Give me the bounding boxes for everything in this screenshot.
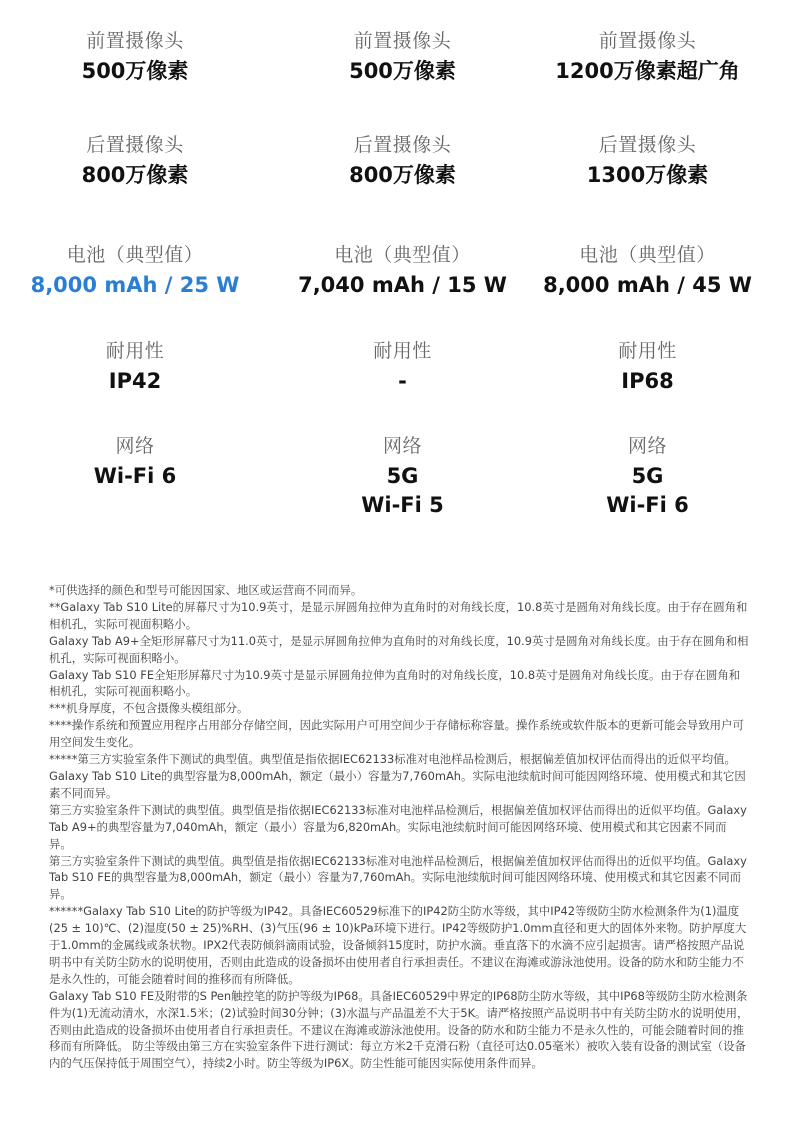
spec-value: 800万像素 bbox=[349, 163, 456, 187]
footnote: 第三方实验室条件下测试的典型值。典型值是指依据IEC62133标准对电池样品检测后，根据偏差值加权评估而得出的近似平均值。Galaxy Tab A9+的典型容量为7,040mAh，额定（最小）容量为6,820mAh。实际电池续航时间可能因网络环境、使用模式和其它因素不同而异。 bbox=[49, 802, 747, 851]
spec-label: 后置摄像头 bbox=[86, 134, 184, 156]
spec-cell bbox=[40, 338, 230, 396]
spec-value: IP42 bbox=[108, 369, 162, 393]
spec-label: 电池（典型值） bbox=[66, 244, 204, 266]
spec-cell bbox=[40, 433, 230, 491]
spec-cell bbox=[25, 242, 245, 300]
footnote: *可供选择的颜色和型号可能因国家、地区或运营商不同而异。 bbox=[49, 583, 363, 597]
spec-cell bbox=[40, 28, 230, 86]
spec-value: 800万像素 bbox=[81, 163, 189, 187]
spec-cell bbox=[300, 433, 505, 520]
spec-value: 8,000 mAh / 45 W bbox=[543, 273, 752, 297]
spec-cell bbox=[40, 132, 230, 190]
spec-value: 7,040 mAh / 15 W bbox=[298, 273, 507, 297]
spec-label: 耐用性 bbox=[373, 340, 432, 362]
spec-value: - bbox=[398, 369, 407, 393]
spec-cell bbox=[540, 433, 755, 520]
spec-value: 1300万像素 bbox=[586, 163, 709, 187]
spec-cell bbox=[540, 132, 755, 190]
spec-value: IP68 bbox=[621, 369, 674, 393]
spec-value: 500万像素 bbox=[349, 59, 456, 83]
footnote: ******Galaxy Tab S10 Lite的防护等级为IP42。具备IEC60529标准下的IP42防尘防水等级，其中IP42等级防尘防水检测条件为(1)温度(25 ± 10)℃、(2)湿度(50 ± 25)%RH、(3)气压(96 ± 10)kPa环境下进行。IP42等级防护1.0mm直径和更大的固体外来物。防护厚度大于1.0mm的金属线或条状物。IPX2代表防倾斜滴雨试验，设备倾斜15度时，防护水滴。垂直落下的水滴不应引起损害。请严格按照产品说明书中有关防尘防水的说明使用，否则由此造成的设备损坏由使用者自行承担责任。不建议在海滩或游泳池使用。设备的防水和防尘能力不是永久性的，可能会随着时间的推移而有所降低。 bbox=[49, 904, 747, 986]
footnote: ***机身厚度，不包含摄像头模组部分。 bbox=[49, 701, 249, 716]
footnote: 第三方实验室条件下测试的典型值。典型值是指依据IEC62133标准对电池样品检测后，根据偏差值加权评估而得出的近似平均值。Galaxy Tab S10 FE的典型容量为8,000mAh，额定（最小）容量为7,760mAh。实际电池续航时间可能因网络环境、使用模式和其它因素不同而异。 bbox=[49, 853, 747, 902]
spec-value: 5G Wi-Fi 6 bbox=[606, 464, 689, 517]
spec-label: 后置摄像头 bbox=[598, 134, 697, 156]
spec-label: 耐用性 bbox=[105, 340, 165, 362]
spec-cell bbox=[290, 242, 515, 300]
spec-value: 5G Wi-Fi 5 bbox=[361, 464, 444, 517]
footnote: Galaxy Tab S10 FE全矩形屏幕尺寸为10.9英寸是显示屏圆角拉伸为直角时的对角线长度，10.8英寸是圆角对角线长度。由于存在圆角和相机孔，实际可视面积略小。 bbox=[49, 667, 741, 699]
spec-value: 1200万像素超广角 bbox=[555, 59, 740, 83]
spec-cell bbox=[300, 28, 505, 86]
spec-cell bbox=[540, 338, 755, 396]
spec-label: 网络 bbox=[627, 435, 667, 457]
spec-value: 500万像素 bbox=[81, 59, 189, 83]
spec-label: 前置摄像头 bbox=[598, 30, 697, 52]
spec-label: 前置摄像头 bbox=[86, 30, 184, 52]
footnote: **Galaxy Tab S10 Lite的屏幕尺寸为10.9英寸，是显示屏圆角拉伸为直角时的对角线长度，10.8英寸是圆角对角线长度。由于存在圆角和相机孔，实际可视面积略小。 bbox=[49, 599, 748, 631]
footnote: Galaxy Tab A9+全矩形屏幕尺寸为11.0英寸，是显示屏圆角拉伸为直角时的对角线长度，10.9英寸是圆角对角线长度。由于存在圆角和相机孔，实际可视面积略小。 bbox=[49, 633, 749, 665]
spec-value-highlight: 8,000 mAh / 25 W bbox=[30, 273, 240, 297]
spec-cell bbox=[535, 242, 760, 300]
spec-label: 前置摄像头 bbox=[353, 30, 452, 52]
spec-label: 耐用性 bbox=[618, 340, 677, 362]
spec-label: 电池（典型值） bbox=[579, 244, 716, 266]
spec-label: 网络 bbox=[382, 435, 422, 457]
footnote: ****操作系统和预置应用程序占用部分存储空间，因此实际用户可用空间少于存储标称容量。操作系统或软件版本的更新可能会导致用户可用空间发生变化。 bbox=[49, 718, 744, 750]
spec-label: 网络 bbox=[115, 435, 155, 457]
footnote: *****第三方实验室条件下测试的典型值。典型值是指依据IEC62133标准对电池样品检测后，根据偏差值加权评估而得出的近似平均值。Galaxy Tab S10 Lite的典型容量为8,000mAh，额定（最小）容量为7,760mAh。实际电池续航时间可能因网络环境、使用模式和其它因素不同而异。 bbox=[49, 752, 746, 800]
spec-label: 电池（典型值） bbox=[334, 244, 471, 266]
spec-cell bbox=[540, 28, 755, 86]
spec-value: Wi-Fi 6 bbox=[93, 464, 177, 488]
spec-cell bbox=[300, 132, 505, 190]
footnote: Galaxy Tab S10 FE及附带的S Pen触控笔的防护等级为IP68。具备IEC60529中界定的IP68防尘防水等级，其中IP68等级防尘防水检测条件为(1)无流动清水，水深1.5米；(2)试验时间30分钟；(3)水温与产品温差不大于5K。请严格按照产品说明书中有关防尘防水的说明使用，否则由此造成的设备损坏由使用者自行承担责任。不建议在海滩或游泳池使用。设备的防水和防尘能力不是永久性的，可能会随着时间的推移而有所降低。 防尘等级由第三方在实验室条件下进行测试：每立方米2千克滑石粉（直径可达0.05毫米）被吹入装有设备的测试室（设备内的气压保持低于周围空气），持续2小时。防尘等级为IP6X。防尘性能可能因实际使用条件而异。 bbox=[49, 988, 749, 1071]
spec-cell bbox=[300, 338, 505, 396]
spec-label: 后置摄像头 bbox=[353, 134, 452, 156]
footnotes bbox=[49, 582, 749, 1072]
